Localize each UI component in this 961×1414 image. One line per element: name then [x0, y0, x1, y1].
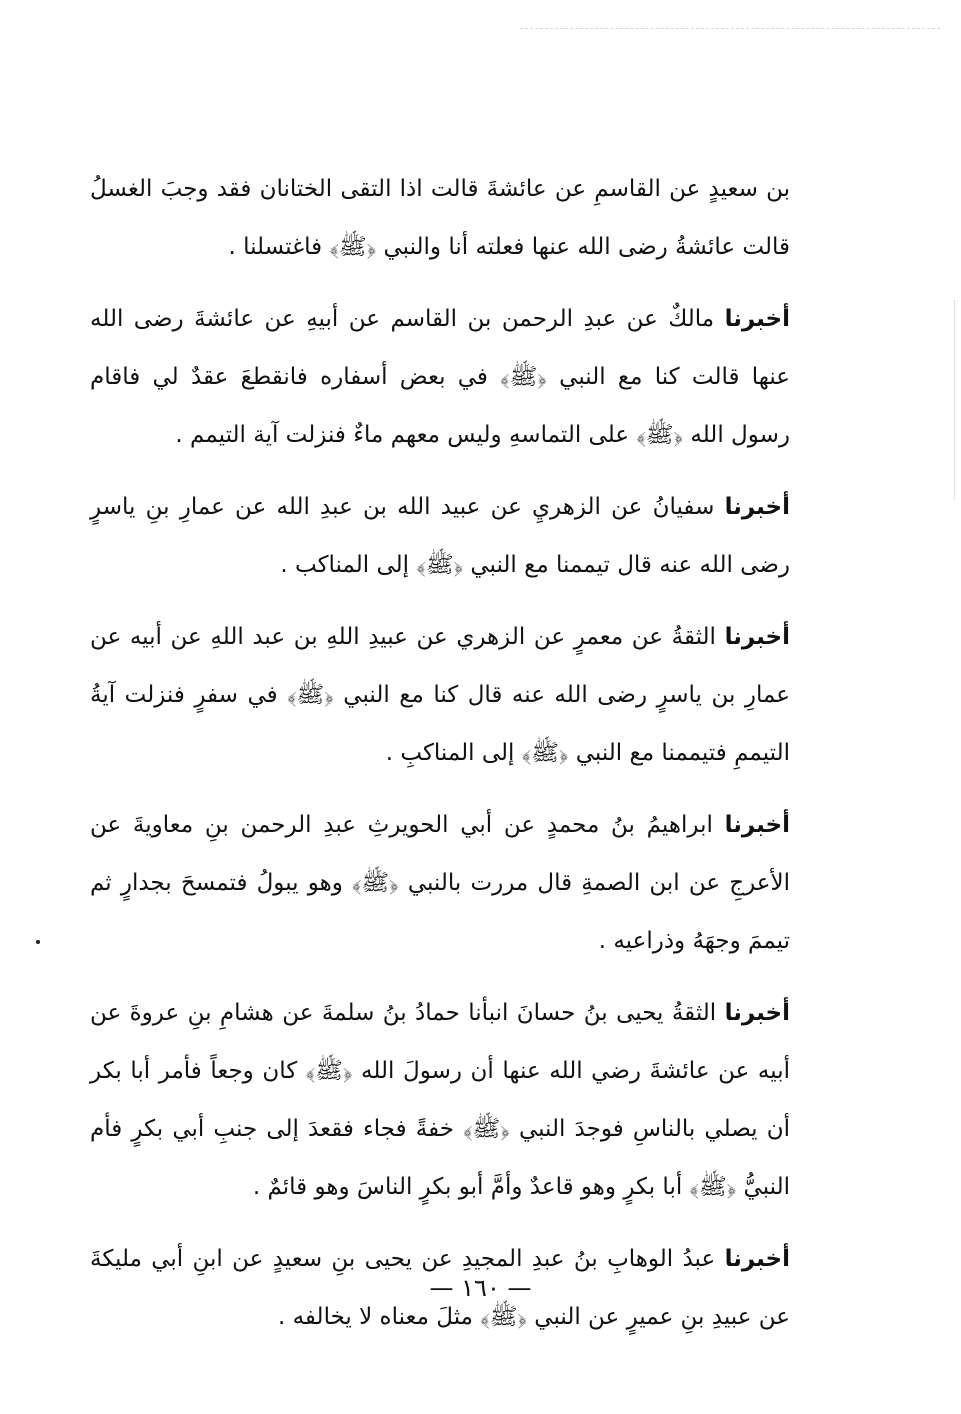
- paragraph-lead: أخبرنا: [724, 1000, 790, 1026]
- paragraph-text: ابراهيمُ بنُ محمدٍ عن أبي الحويرثِ عبدِ الرحمن بنِ معاويةَ عن الأعرجِ عن ابن الصمةِ قال مررت بالنبي ﴿ﷺ﴾ وهو يبولُ فتمسحَ بجدارٍ ثم تيممَ وجهَهُ وذراعيه .: [90, 812, 790, 954]
- paragraph-1: [90, 160, 790, 276]
- scan-margin-mark: [954, 300, 955, 500]
- paragraph-text: مالكٌ عن عبدِ الرحمن بن القاسم عن أبيهِ عن عائشةَ رضى الله عنها قالت كنا مع النبي ﴿ﷺ﴾ في بعض أسفاره فانقطعَ عقدٌ لي فاقام رسول الله ﴿ﷺ﴾ على التماسهِ وليس معهم ماءٌ فنزلت آية التيمم .: [90, 306, 790, 448]
- scan-edge-line: [520, 28, 940, 29]
- paragraph-lead: أخبرنا: [724, 1246, 790, 1272]
- paragraph-lead: أخبرنا: [724, 624, 790, 650]
- paragraph-text: سفيانُ عن الزهريِ عن عبيد الله بن عبدِ الله عن عمارِ بنِ ياسرٍ رضى الله عنه قال تيممنا مع النبي ﴿ﷺ﴾ إلى المناكب .: [90, 494, 790, 578]
- paragraph-text: عبدُ الوهابِ بنُ عبدِ المجيدِ عن يحيى بنِ سعيدٍ عن ابنِ أبي مليكةَ عن عبيدِ بنِ عميرٍ عن النبي ﴿ﷺ﴾ مثلَ معناه لا يخالفه .: [90, 1246, 790, 1330]
- paragraph-lead: أخبرنا: [724, 306, 790, 332]
- paragraph-lead: أخبرنا: [724, 812, 790, 838]
- paragraph-5: [90, 796, 790, 970]
- page-number: — ١٦٠ —: [429, 1274, 532, 1302]
- paragraph-lead: أخبرنا: [724, 494, 790, 520]
- paragraph-text: بن سعيدٍ عن القاسمِ عن عائشةَ قالت اذا التقى الختانان فقد وجبَ الغسلُ قالت عائشةُ رضى الله عنها فعلته أنا والنبي ﴿ﷺ﴾ فاغتسلنا .: [90, 176, 790, 260]
- scan-speck: [36, 940, 40, 944]
- page-body: [90, 160, 790, 1360]
- paragraph-4: [90, 608, 790, 782]
- paragraph-6: [90, 984, 790, 1216]
- paragraph-text: الثقةُ يحيى بنُ حسانَ انبأنا حمادُ بنُ سلمةَ عن هشامِ بنِ عروةَ عن أبيه عن عائشةَ رضي الله عنها أن رسولَ الله ﴿ﷺ﴾ كان وجعاً فأمر أبا بكر أن يصلي بالناسِ فوجدَ النبي ﴿ﷺ﴾ خفةً فجاء فقعدَ إلى جنبِ أبي بكرٍ فأم النبيُّ ﴿ﷺ﴾ أبا بكرٍ وهو قاعدٌ وأمَّ أبو بكرٍ الناسَ وهو قائمٌ .: [90, 1000, 790, 1200]
- paragraph-text: الثقةُ عن معمرٍ عن الزهري عن عبيدِ اللهِ بن عبد اللهِ عن أبيه عن عمارِ بن ياسرٍ رضى الله عنه قال كنا مع النبي ﴿ﷺ﴾ في سفرٍ فنزلت آيةُ التيممِ فتيممنا مع النبي ﴿ﷺ﴾ إلى المناكبِ .: [90, 624, 790, 766]
- paragraph-2: [90, 290, 790, 464]
- paragraph-3: [90, 478, 790, 594]
